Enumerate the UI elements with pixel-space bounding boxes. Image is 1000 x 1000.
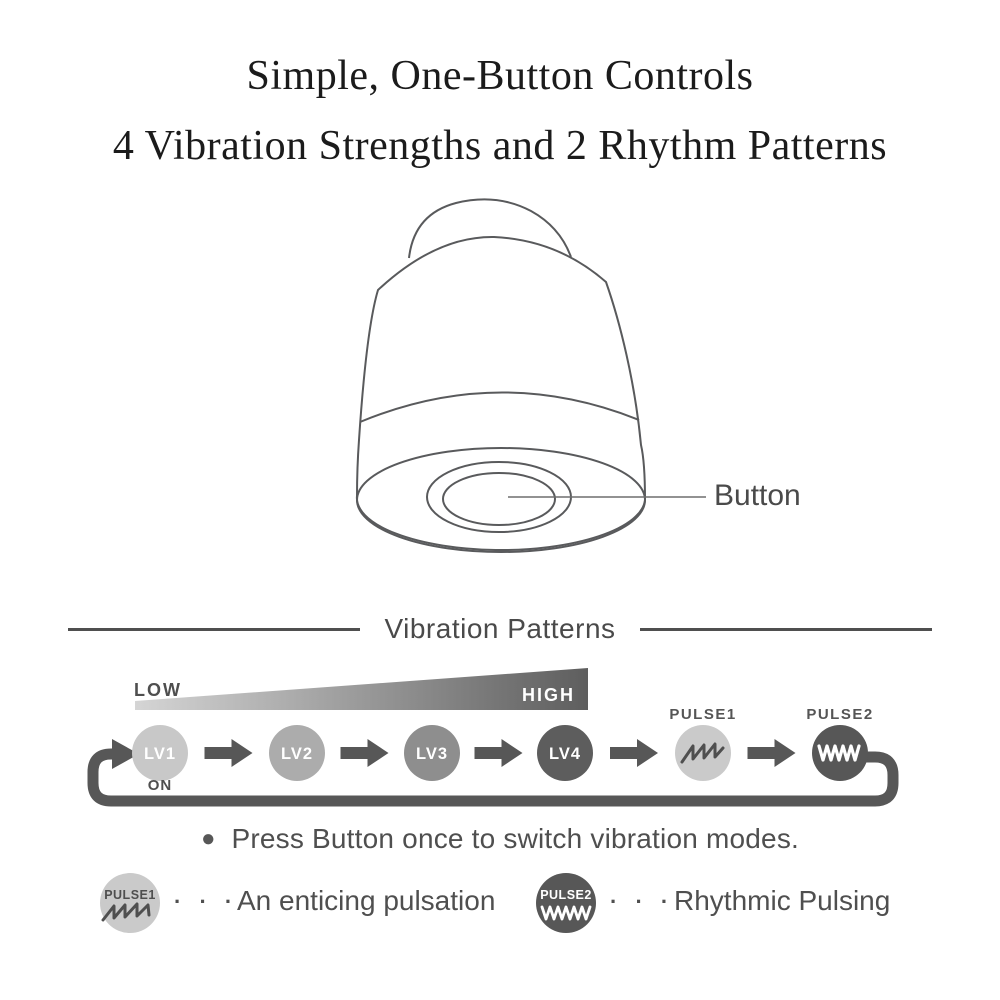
left-rule [68, 628, 360, 631]
pulse2-label: PULSE2 [806, 706, 874, 723]
note-bullet-icon: ● [200, 825, 216, 852]
legend-pulse2-text: Rhythmic Pulsing [674, 885, 891, 916]
section-title: Vibration Patterns [384, 613, 616, 644]
legend-pulse1-circle [100, 873, 160, 933]
legend-pulse2-badge-label: PULSE2 [540, 888, 592, 902]
arrow-icon [341, 739, 389, 767]
level-lv1-label: LV1 [143, 745, 177, 763]
low-label: LOW [134, 680, 182, 700]
arrow-icon [748, 739, 796, 767]
loop-arrow [93, 754, 893, 801]
mode-switch-note [0, 822, 1000, 856]
pulse1-label: PULSE1 [669, 706, 737, 723]
legend-pulse1-badge [97, 870, 163, 936]
on-label: ON [147, 777, 173, 794]
level-lv4-label: LV4 [548, 745, 582, 763]
legend-dots: · · · [174, 889, 238, 914]
legend-pulse2-circle [536, 873, 596, 933]
button-label: Button [714, 479, 801, 512]
legend-pulse1-badge-label: PULSE1 [104, 888, 156, 902]
arrow-icon [610, 739, 658, 767]
level-lv3-label: LV3 [415, 745, 449, 763]
page-subtitle: 4 Vibration Strengths and 2 Rhythm Patterns [112, 123, 888, 169]
legend-pulse2-badge [533, 870, 599, 936]
note-text: Press Button once to switch vibration modes. [231, 823, 799, 854]
device-body-outline [357, 237, 645, 550]
vibration-patterns-header [0, 610, 1000, 648]
page-title: Simple, One-Button Controls [246, 53, 754, 99]
right-rule [640, 628, 932, 631]
arrow-icon [475, 739, 523, 767]
legend-pulse1-text: An enticing pulsation [237, 885, 496, 916]
device-illustration [300, 190, 720, 570]
arrow-icon [205, 739, 253, 767]
high-label: HIGH [522, 685, 575, 705]
intensity-wedge [135, 668, 588, 710]
level-lv2-label: LV2 [280, 745, 314, 763]
vibration-pattern-diagram [0, 650, 1000, 820]
legend-dots: · · · [610, 889, 674, 914]
